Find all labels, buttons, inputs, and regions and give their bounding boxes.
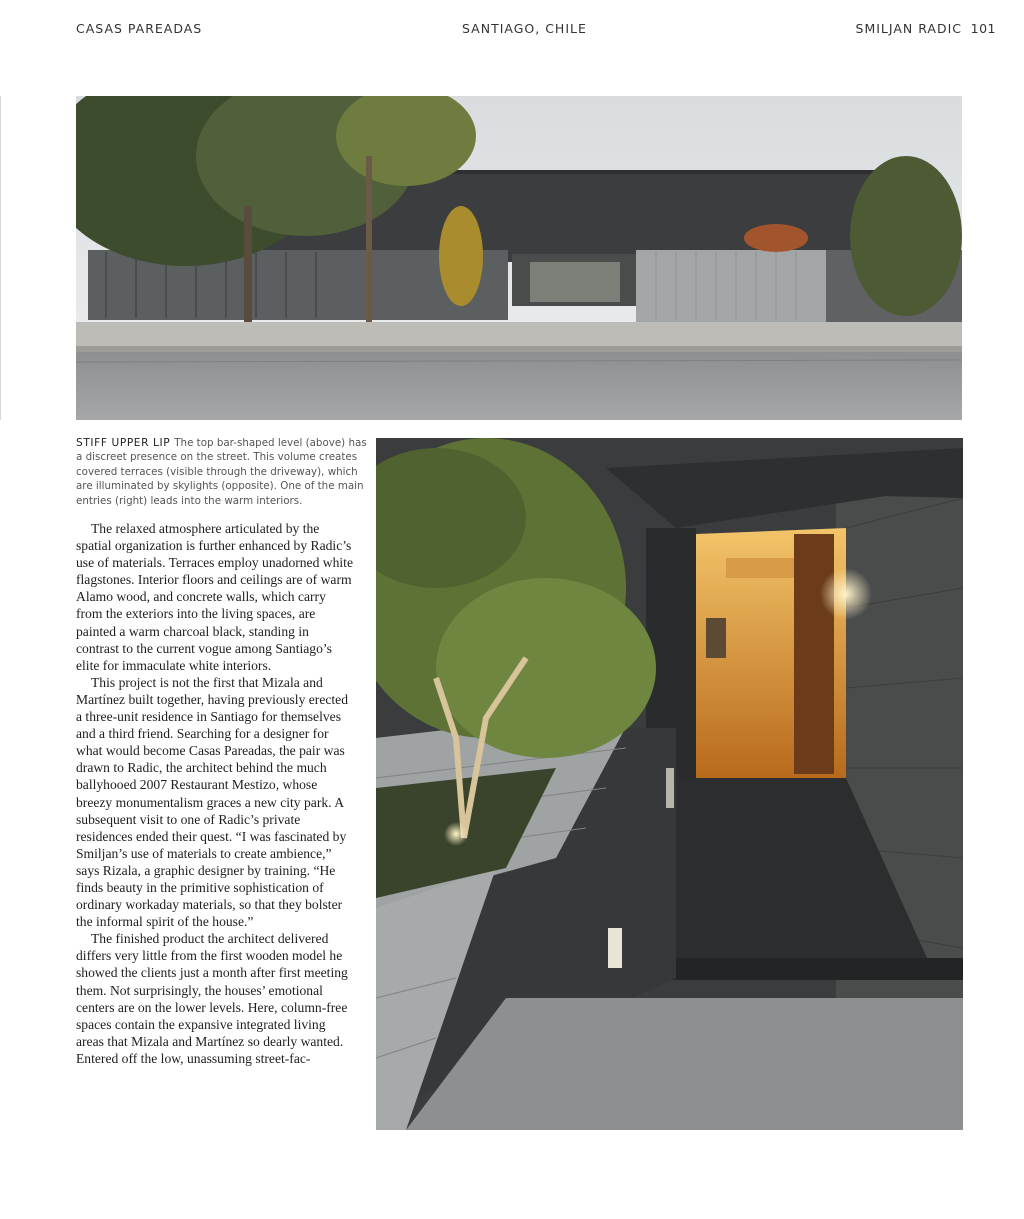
article-body [76, 520, 354, 1067]
running-header [76, 21, 996, 39]
street-facade-photo [76, 96, 962, 420]
header-location: SANTIAGO, CHILE [462, 21, 587, 36]
body-paragraph: The finished product the architect delivered differs very little from the first wooden model he showed the clients just a month after first meeting them. Not surprisingly, the houses’ emotional centers are on the lower levels. Here, column-free spaces contain the expansive integrated living areas that Mizala and Martínez so dearly wanted. Entered off the low, unassuming street-fac- [76, 931, 348, 1066]
page-edge-rule [0, 96, 1, 420]
page-number: 101 [970, 21, 996, 36]
entry-walkway-photo [376, 438, 963, 1130]
body-paragraph: The relaxed atmosphere articulated by the spatial organization is further enhanced by Radic’s use of materials. Terraces employ unadorned white flagstones. Interior floors and ceilings are of warm Alamo wood, and concrete walls, which carry from the exteriors into the living spaces, are painted a warm charcoal black, standing in contrast to the current vogue among Santiago’s elite for immaculate white interiors. [76, 521, 353, 673]
header-architect: SMILJAN RADIC [855, 21, 962, 36]
caption-text: The top bar-shaped level (above) has a discreet presence on the street. This volume creates covered terraces (visible through the driveway), which are illuminated by skylights (opposite). One of the main entries (right) leads into the warm interiors. [76, 437, 367, 507]
body-paragraph: This project is not the first that Mizala and Martínez built together, having previously erected a three-unit residence in Santiago for themselves and a third friend. Searching for a designer for what would become Casas Pareadas, the pair was drawn to Radic, the architect behind the much ballyhooed 2007 Restaurant Mestizo, whose breezy monumentalism graces a new city park. A subsequent visit to one of Radic’s private residences ended their quest. “I was fascinated by Smiljan’s use of materials to create ambience,” says Rizala, a graphic designer by training. “He finds beauty in the primitive sophistication of ordinary workaday materials, so that they bolster the informal spirit of the house.” [76, 674, 348, 930]
photo-caption [76, 436, 368, 508]
header-project-name: CASAS PAREADAS [76, 21, 203, 36]
caption-title: STIFF UPPER LIP [76, 437, 171, 449]
